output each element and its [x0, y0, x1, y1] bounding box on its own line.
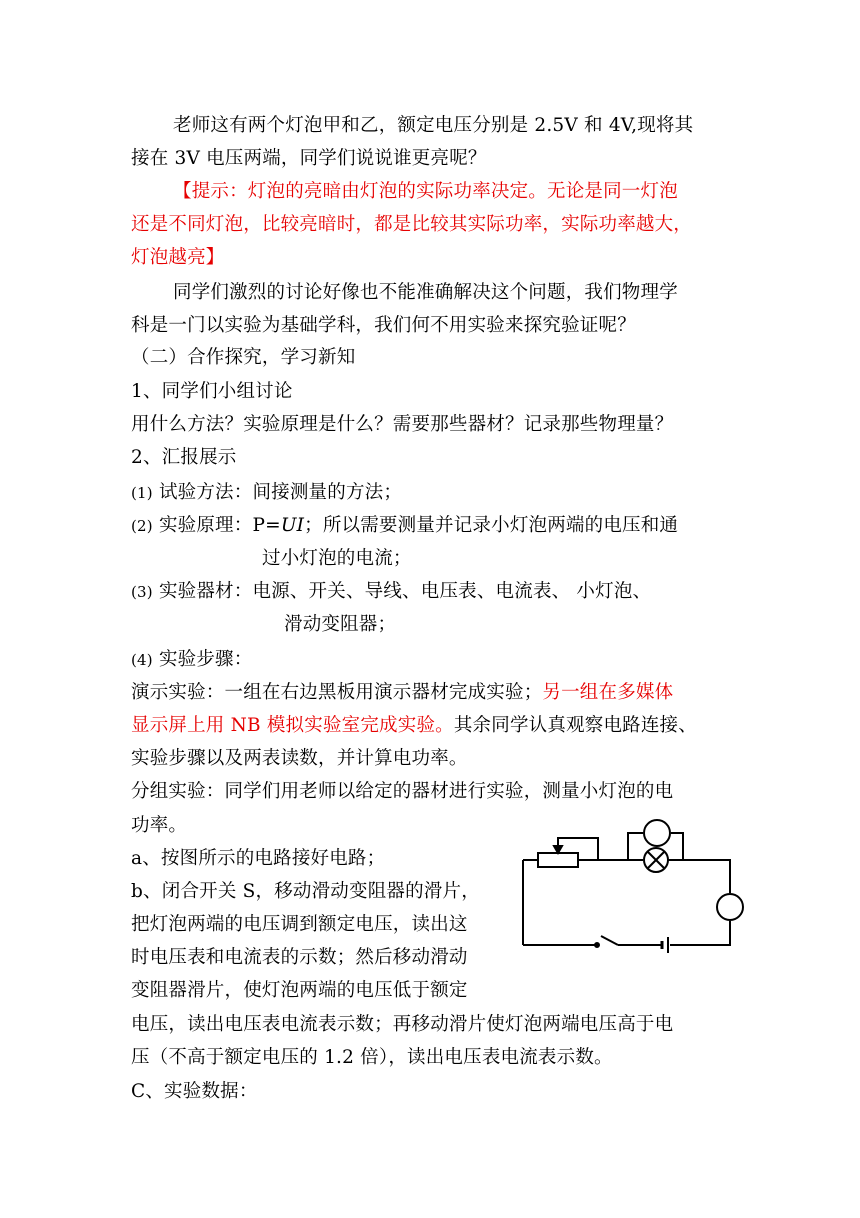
hint-line-1: 【提示：灯泡的亮暗由灯泡的实际功率决定。无论是同一灯泡 — [173, 181, 678, 202]
wire-right-bottom — [670, 921, 730, 945]
voltmeter-branch-left — [628, 833, 643, 860]
sub-item-3-line-2: 滑动变阻器； — [284, 614, 397, 635]
sub-item-2-line-2: 过小灯泡的电流； — [262, 548, 412, 569]
sub-item-2-text-a: 实验原理：P= — [158, 515, 281, 536]
voltmeter-symbol — [644, 820, 670, 846]
demo-line-3: 实验步骤以及两表读数，并计算电功率。 — [131, 748, 468, 769]
switch-pivot — [595, 943, 599, 947]
step-b-line-6: 压（不高于额定电压的 1.2 倍），读出电压表电流表示数。 — [131, 1047, 613, 1068]
step-a: a、按图所示的电路接好电路； — [131, 848, 386, 869]
sub-item-1-number: (1) — [131, 484, 153, 502]
step-c: C、实验数据： — [131, 1081, 258, 1102]
hint-line-2: 还是不同灯泡，比较亮暗时，都是比较其实际功率，实际功率越大， — [131, 214, 693, 235]
sub-item-1-text: 试验方法：间接测量的方法； — [158, 482, 403, 503]
intro-line-1: 老师这有两个灯泡甲和乙，额定电压分别是 2.5V 和 4V,现将其 — [173, 115, 694, 136]
discussion-line-2: 科是一门以实验为基础学科，我们何不用实验来探究验证呢？ — [131, 315, 636, 336]
ammeter-symbol — [717, 894, 743, 920]
voltmeter-branch-right — [671, 833, 683, 860]
demo-text-c-red: 显示屏上用 NB 模拟实验室完成实验。 — [131, 715, 454, 736]
intro-line-2: 接在 3V 电压两端，同学们说说谁更亮呢？ — [131, 148, 487, 169]
wire-right-top — [683, 860, 730, 893]
group-line-1: 分组实验：同学们用老师以给定的器材进行实验，测量小灯泡的电 — [131, 781, 674, 802]
item-1: 1、同学们小组讨论 — [131, 381, 293, 402]
sub-item-2-text-b: ；所以需要测量并记录小灯泡两端的电压和通 — [304, 515, 679, 536]
demo-text-b-red: 另一组在多媒体 — [542, 682, 674, 703]
sub-item-3-number: (3) — [131, 583, 153, 601]
step-b-line-3: 时电压表和电流表的示数；然后移动滑动 — [131, 947, 468, 968]
switch-blade — [601, 936, 618, 945]
sub-item-4-number: (4) — [131, 651, 153, 669]
step-b-line-1: b、闭合开关 S，移动滑动变阻器的滑片， — [131, 881, 480, 902]
step-b-line-5: 电压，读出电压表电流表示数；再移动滑片使灯泡两端电压高于电 — [131, 1014, 674, 1035]
demo-text-d: 其余同学认真观察电路连接、 — [453, 715, 697, 736]
item-1-questions: 用什么方法？实验原理是什么？需要那些器材？记录那些物理量？ — [131, 414, 674, 435]
step-b-line-4: 变阻器滑片，使灯泡两端的电压低于额定 — [131, 980, 468, 1001]
step-b-line-2: 把灯泡两端的电压调到额定电压，读出这 — [131, 914, 468, 935]
hint-line-3: 灯泡越亮】 — [131, 247, 225, 268]
sub-item-4-text: 实验步骤： — [158, 649, 253, 670]
item-2: 2、汇报展示 — [131, 447, 237, 468]
section-heading: （二）合作探究，学习新知 — [131, 347, 356, 368]
discussion-line-1: 同学们激烈的讨论好像也不能准确解决这个问题，我们物理学 — [173, 282, 678, 303]
group-line-2: 功率。 — [131, 815, 188, 836]
sub-item-2-number: (2) — [131, 517, 153, 535]
sub-item-3-text: 实验器材：电源、开关、导线、电压表、电流表、 小灯泡、 — [158, 581, 652, 602]
rheostat-slider-arrow — [554, 846, 562, 853]
rheostat — [538, 853, 578, 867]
demo-text-a: 演示实验：一组在右边黑板用演示器材完成实验； — [131, 682, 543, 703]
formula-ui: UI — [280, 515, 305, 536]
